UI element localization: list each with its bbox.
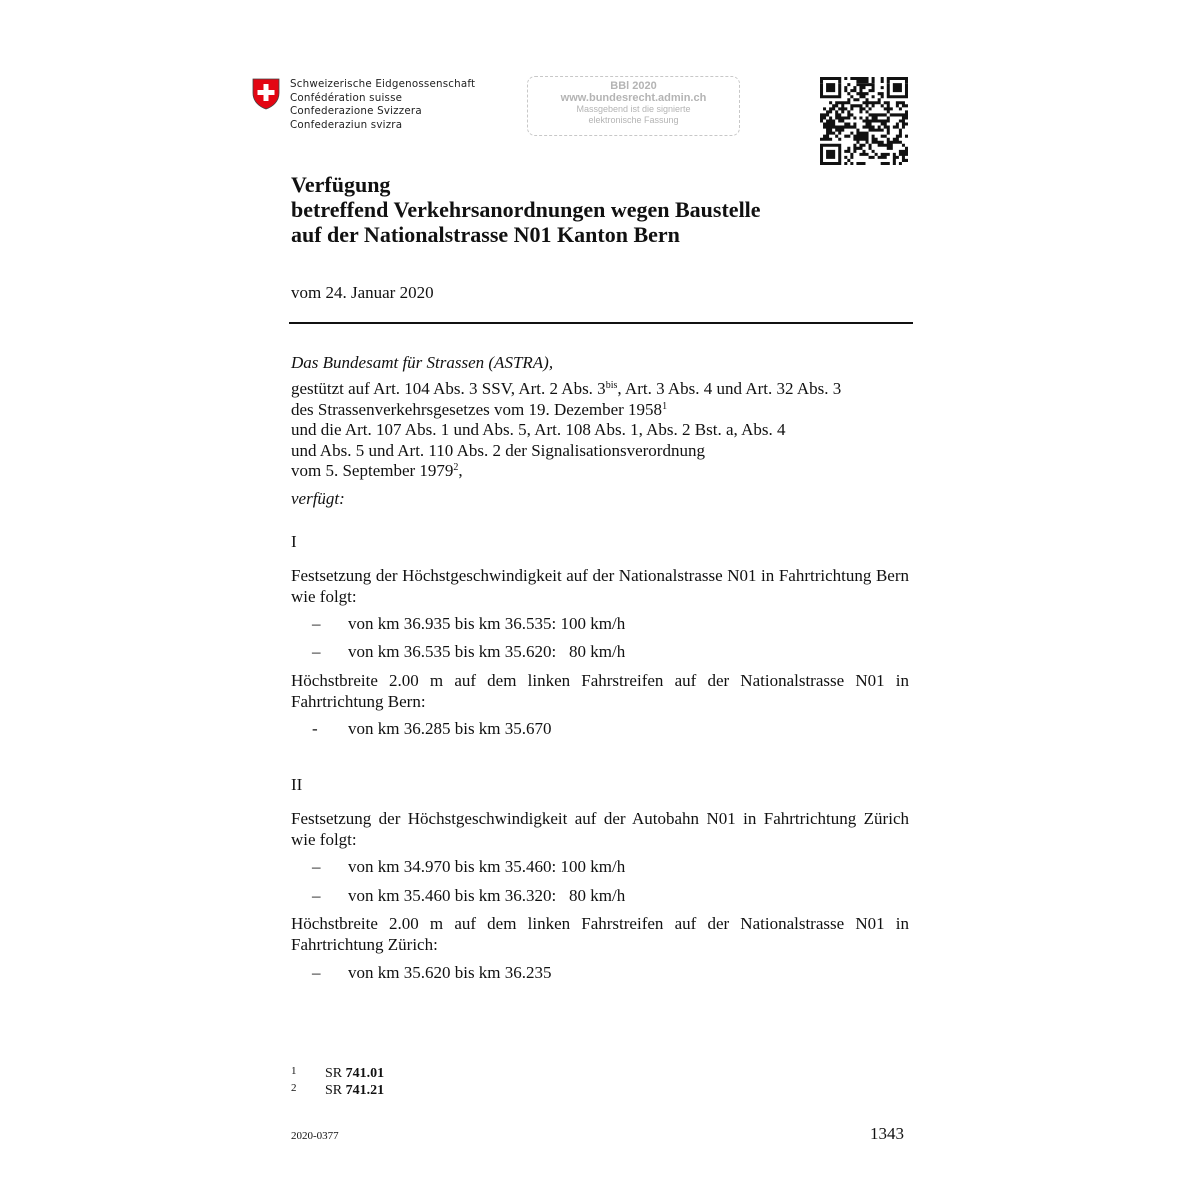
stamp-note-1: Massgebend ist die signierte [576,104,691,114]
document-date: vom 24. Januar 2020 [291,283,434,302]
agency-line-de: Schweizerische Eidgenossenschaft [290,78,476,90]
list-item: – von km 36.935 bis km 36.535: 100 km/h [312,614,626,633]
footnote-ref-2[interactable]: 2 [453,462,459,473]
decrees-label: verfügt: [291,489,345,508]
qr-code-icon [820,77,908,165]
swiss-coat-of-arms-icon [252,78,280,110]
document-title [291,172,761,247]
list-item: – von km 36.535 bis km 35.620: 80 km/h [312,642,626,661]
header-divider [289,322,913,324]
list-item: - von km 36.285 bis km 35.670 [312,719,552,738]
stamp-url[interactable]: www.bundesrecht.admin.ch [560,92,707,104]
footnote-1-link[interactable]: 741.01 [345,1066,385,1081]
title-line-3: auf der Nationalstrasse N01 Kanton Bern [291,222,680,247]
section-heading-2: II [291,775,303,794]
section-2-paragraph-width: Höchstbreite 2.00 m auf dem linken Fahrstreifen auf der Nationalstrasse N01 in Fahrtrichtung Zürich: [291,914,909,954]
issuing-authority: Das Bundesamt für Strassen (ASTRA), [291,353,554,372]
section-1-paragraph-speed: Festsetzung der Höchstgeschwindigkeit auf der Nationalstrasse N01 in Fahrtrichtung Bern wie folgt: [291,566,909,606]
section-2-paragraph-speed: Festsetzung der Höchstgeschwindigkeit auf der Autobahn N01 in Fahrtrichtung Zürich wie folgt: [291,809,909,849]
footnote-2: 2 SR 741.21 [291,1082,385,1098]
legal-basis [291,379,909,482]
title-line-2: betreffend Verkehrsanordnungen wegen Baustelle [291,197,761,222]
legal-basis-line-5: vom 5. September 1979$^2$, [291,461,463,480]
title-line-1: Verfügung [291,172,391,197]
agency-line-fr: Confédération suisse [290,91,403,104]
legal-basis-line-4: und Abs. 5 und Art. 110 Abs. 2 der Signalisationsverordnung [291,440,705,460]
stamp-note-2: elektronische Fassung [588,115,679,125]
legal-basis-line-2: des Strassenverkehrsgesetzes vom 19. Dezember 1958$^1$ [291,399,668,419]
page-number: 1343 [870,1124,904,1143]
list-item: – von km 35.620 bis km 36.235 [312,963,552,982]
official-publication-stamp [527,76,740,136]
footnote-ref-1[interactable]: 1 [662,400,668,412]
agency-line-it: Confederazione Svizzera [290,105,422,118]
stamp-gazette: BBl 2020 [610,80,657,92]
document-number: 2020-0377 [291,1130,339,1142]
agency-line-rm: Confederaziun svizra [290,118,403,131]
legal-basis-line-3: und die Art. 107 Abs. 1 und Abs. 5, Art. 108 Abs. 1, Abs. 2 Bst. a, Abs. 4 [291,420,786,439]
section-heading-1: I [291,532,297,551]
footnote-1: 1 SR 741.01 [291,1065,385,1081]
legal-basis-line-1: gestützt auf Art. 104 Abs. 3 SSV, Art. 2 Abs. $3^{bis}$, Art. 3 Abs. 4 und Art. 32 Abs. 3 [291,379,842,398]
list-item: – von km 34.970 bis km 35.460: 100 km/h [312,857,626,876]
footnote-2-link[interactable]: 741.21 [345,1083,385,1098]
agency-name-block [290,78,475,132]
qr-modules [820,77,908,165]
section-1-paragraph-width: Höchstbreite 2.00 m auf dem linken Fahrstreifen auf der Nationalstrasse N01 in Fahrtrichtung Bern: [291,671,909,711]
list-item: – von km 35.460 bis km 36.320: 80 km/h [312,886,626,905]
